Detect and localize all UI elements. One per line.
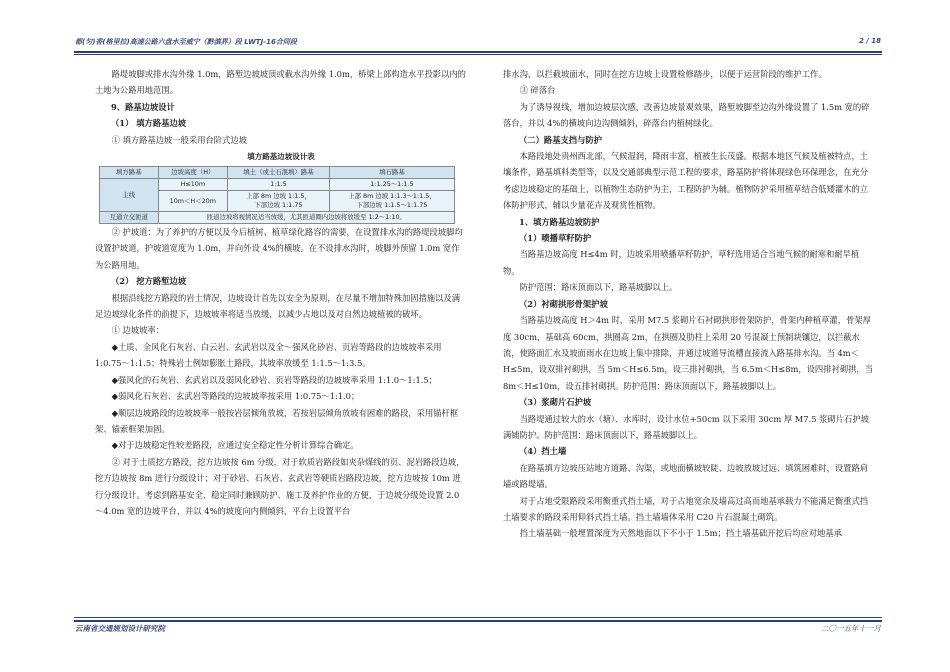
paragraph: ① 边坡坡率： [111, 325, 165, 336]
footer-rule-thick [74, 620, 882, 622]
bullet-item: ◆对于边坡稳定性较差路段，应通过安全稳定性分析计算综合确定。 [111, 440, 359, 451]
table-cell: H≤10m [158, 179, 227, 191]
table-row [100, 212, 455, 224]
paragraph: 挡土墙基础一般埋置深度为天然地面以下不小于 1.5m；挡土墙基础开挖后均应对地基承 [519, 528, 842, 539]
footer-institute: 云南省交通规划设计研究院 [75, 624, 165, 633]
footer-rule-thin [74, 617, 882, 618]
header-rule-thin [74, 54, 882, 55]
paragraph: ③ 碎落台 [519, 85, 556, 96]
table-cell [228, 191, 330, 212]
subsection-heading: （3）浆砌片石护坡 [519, 397, 592, 408]
paragraph: 防护范围：路床顶面以下，路基坡脚以上。 [519, 282, 678, 293]
table-header-cell: 填石路基 [329, 167, 454, 179]
subsection-heading: （2）衬砌拱形骨架护坡 [519, 298, 608, 309]
header-title: 都(匀)香(格里拉)高速公路六盘水至威宁（黔滇界）段 LWTJ-16合同段 [75, 38, 297, 46]
subsection-heading: （2） 挖方路堑边坡 [111, 276, 187, 287]
table-cell: 1:1.5 [228, 179, 330, 191]
table-header-cell: 填方路基 [100, 167, 159, 179]
table-header-row [100, 167, 455, 179]
paragraph: 当路堤通过较大的水（塘）、水库时，设计水位+50cm 以下采用 30cm 厚 M7.5 浆砌片石护坡满铺防护。防护范围：路床顶面以下，路基坡脚以上。 [503, 413, 869, 440]
paragraph: ② 护坡道：为了养护的方便以及今后植树、植草绿化路容的需要，在设置排水沟的路堤段坡脚均设置护坡道，护坡道宽度为 1.0m，并向外设 4%的横坡。在不设排水沟时，坡脚外预留 1.0m 宽作为公路用地。 [95, 227, 463, 270]
paragraph: ② 对于土质挖方路段，挖方边坡按 6m 分级，对于软质岩路段如夹杂煤线的页、泥岩路段边坡，挖方边坡按 8m 进行分级设计；对于砂岩、石灰岩、玄武岩等硬质岩路段边坡，挖方边坡按 10m 进行分级设计。考虑到路基安全、稳定同时兼顾防护、施工及养护作业的方便，于边坡分级处设置 2.0～4.0m 宽的边坡平台，并以 4%的坡度向内侧倾斜，平台上设置平台 [95, 456, 465, 516]
table-cell: 1:1.25～1:1.5 [329, 179, 454, 191]
table-row [100, 179, 455, 191]
table-header-cell: 边坡高度（H） [158, 167, 227, 179]
paragraph: 为了诱导视线，增加边坡层次感，改善边坡景观效果，路堑坡脚至边沟外缘设置了 1.5m 宽的碎落台，并以 4%的横坡向边沟侧倾斜，碎落台内植树绿化。 [503, 101, 870, 129]
fill-slope-table [99, 166, 455, 224]
paragraph: 排水沟，以拦截坡面水，同时在挖方边坡上设置检修踏步，以便于运营阶段的维护工作。 [503, 69, 827, 79]
footer-date: 二〇一五年十一月 [821, 624, 881, 633]
paragraph: 对于占地受限路段采用衡重式挡土墙，对于占地宽余及墙高过高而地基承载力不能满足衡重式挡土墙要求的路段采用仰斜式挡土墙。挡土墙墙体采用 C20 片石混凝土砌筑。 [503, 495, 869, 522]
bullet-item: ◆弱风化石灰岩、玄武岩等路段的边坡坡率按采用 1:0.75～1:1.0； [111, 391, 360, 402]
header-rule-thick [74, 51, 882, 53]
table-cell: 匝道边坡将视情况适当放缓，尤其匝道圈内边坡将放缓至 1:2～1:10。 [158, 212, 454, 224]
paragraph: 根据沿线挖方路段的岩土情况，边坡设计首先以安全为原则，在尽量不增加特殊加固措施以及满足边坡绿化条件的前提下，边坡坡率将适当放缓，以减少占地以及对自然边坡植被的破坏。 [95, 292, 461, 320]
paragraph: 在路基填方边坡压站地方道路、沟渠，或地面横坡较陡、边坡放坡过远、填筑困难时，设置路肩墙或路堤墙。 [503, 462, 869, 490]
table-cell [329, 191, 454, 212]
subsection-heading: （4）挡土墙 [519, 446, 567, 457]
paragraph: 当路基边坡高度 H≤4m 时，边坡采用喷播草籽防护，草籽选用适合当地气候的耐寒和耐旱植物。 [503, 249, 860, 276]
paragraph: 当路基边坡高度 H＞4m 时，采用 M7.5 浆砌片石衬砌拱形骨架防护，骨架内种植草灌，骨架厚度 30cm，基础高 60cm，拱圈高 2m，在拱圈及肋柱上采用 20 号混凝土预制块镶边，以拦截水流，使路面汇水及坡面雨水在边坡上集中排除，并通过坡道导流槽直接流入路基排水沟。当 4m＜H≤5m，设双排衬砌拱，当 5m＜H≤6.5m，设三排衬砌拱，当 6.5m＜H≤8m，设四排衬砌拱，当 8m＜H≤10m，设五排衬砌拱。防护范围：路床顶面以下，路基坡脚以上。 [503, 315, 874, 391]
table-header-cell: 填土（或土石混填）路基 [228, 167, 330, 179]
subsection-heading: （1） 填方路基边坡 [111, 118, 187, 129]
subsection-heading: （1）喷播草籽防护 [519, 233, 592, 244]
paragraph: ① 填方路基边坡一般采用台阶式边坡 [111, 134, 247, 145]
table-caption: 填方路基边坡设计表 [247, 152, 315, 162]
table-cell-line: 下部边坡 1:1.75 [254, 201, 303, 210]
page-number: 2 / 18 [858, 37, 881, 45]
table-cell-ramp: 互通立交匝道 [100, 212, 159, 224]
table-cell-line: 上部 8m 边坡 1:1.3～1:1.5， [348, 192, 436, 201]
section-heading: 9、路基边坡设计 [111, 101, 175, 112]
bullet-item: ◆强风化的石灰岩、玄武岩以及弱风化砂岩、页岩等路段的边坡坡率采用 1:1.0～1:1.5； [111, 374, 437, 385]
right-column [503, 66, 875, 542]
section-heading: 1、填方路基边坡防护 [519, 216, 600, 227]
paragraph: 本路段地处贵州西北部，气候湿润，降雨丰富，植被生长茂盛。根据本地区气候及植被特点，土壤条件，路基填料类型等，以及交通部典型示范工程的要求，路基防护将体现绿色环保理念，在充分考虑边坡稳定的基础上，以植物生态防护为主，工程防护为辅。植物防护采用植草结合低矮灌木的立体防护形式，辅以少量花卉及观赏性植物。 [503, 151, 869, 211]
table-cell-main: 主线 [100, 179, 159, 212]
table-cell-line: 上部 8m 边坡 1:1.5， [246, 192, 311, 201]
left-column [95, 66, 467, 519]
table-cell: 10m＜H＜20m [158, 191, 227, 212]
page-header [75, 37, 881, 49]
paragraph: 路堤坡脚或排水沟外缘 1.0m，路堑边坡坡顶或截水沟外缘 1.0m，桥梁上部构造水平投影以内的土地为公路用地范围。 [95, 69, 466, 96]
section-heading: （二）路基支挡与防护 [519, 134, 602, 145]
bullet-item: ◆土质、全风化石灰岩、白云岩、玄武岩以及全～强风化砂岩、页岩等路段的边坡坡率采用 1:0.75～1:1.5；特殊岩土例如膨胀土路段，其坡率放缓至 1:1.5～1:3.5。 [95, 341, 442, 369]
table-cell-line: 下部边坡 1:1.5～1:1.75 [356, 201, 428, 210]
bullet-item: ◆顺层边坡路段的边坡坡率一般按岩层倾角放坡，若按岩层倾角放坡有困难的路段，采用锚杆框架、锚索框架加固。 [95, 407, 459, 434]
page-footer [75, 623, 881, 635]
